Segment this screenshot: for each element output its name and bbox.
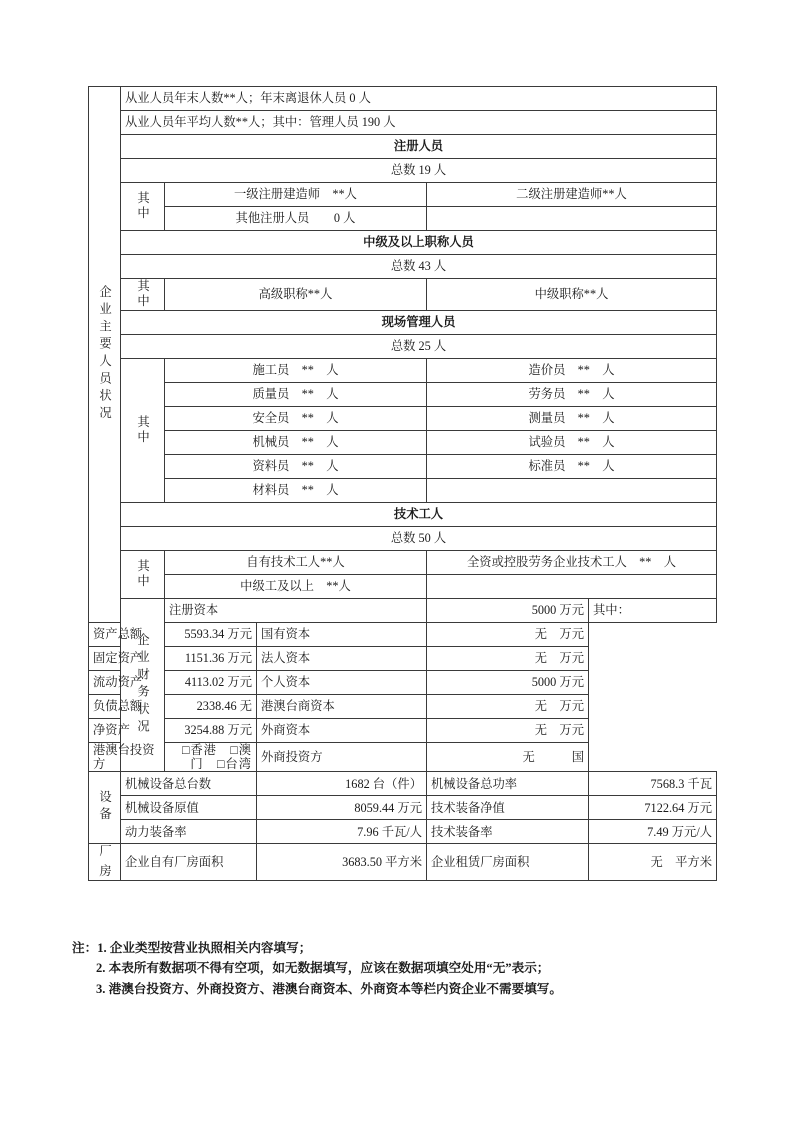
qizhong-label-tech-workers: 其中 — [121, 551, 165, 599]
table-row — [89, 647, 717, 671]
table-row — [89, 383, 717, 407]
section-label-plant: 厂房 — [89, 844, 121, 881]
note-line-1 — [72, 938, 752, 958]
finance-right-label: 外商投资方 — [257, 743, 427, 772]
table-row — [89, 135, 717, 159]
equipment-label: 动力装备率 — [121, 820, 257, 844]
row-year-average-headcount: 从业人员年平均人数**人；其中：管理人员 190 人 — [121, 111, 717, 135]
site-management-item-right: 标准员 ** 人 — [427, 455, 717, 479]
table-row — [89, 820, 717, 844]
table-row — [89, 479, 717, 503]
table-row — [89, 599, 717, 623]
table-row — [89, 623, 717, 647]
table-row — [89, 359, 717, 383]
titles-total: 总数 43 人 — [121, 255, 717, 279]
equipment-right-value: 7568.3 千瓦 — [589, 772, 717, 796]
finance-right-value: 5000 万元 — [427, 671, 589, 695]
table-row — [89, 231, 717, 255]
table-row — [89, 255, 717, 279]
table-row — [89, 455, 717, 479]
finance-value: 3254.88 万元 — [165, 719, 257, 743]
table-row — [89, 183, 717, 207]
subsection-title-tech-workers: 技术工人 — [121, 503, 717, 527]
finance-right-value: 无 万元 — [427, 623, 589, 647]
site-management-item-right — [427, 479, 717, 503]
registered-item-right — [427, 207, 717, 231]
plant-right-label: 企业租赁厂房面积 — [427, 844, 589, 881]
finance-right-value: 无 万元 — [427, 695, 589, 719]
equipment-label: 机械设备总台数 — [121, 772, 257, 796]
site-management-item-left: 安全员 ** 人 — [165, 407, 427, 431]
form-notes — [72, 938, 752, 999]
equipment-right-label: 技术装备率 — [427, 820, 589, 844]
tech-workers-total: 总数 50 人 — [121, 527, 717, 551]
equipment-value: 7.96 千瓦/人 — [257, 820, 427, 844]
hmt-investor-checkboxes[interactable]: □香港 □澳门 □台湾 — [165, 743, 257, 772]
equipment-right-value: 7122.64 万元 — [589, 796, 717, 820]
equipment-right-label: 技术装备净值 — [427, 796, 589, 820]
finance-label: 净资产 — [89, 719, 165, 743]
finance-value: 4113.02 万元 — [165, 671, 257, 695]
table-row — [89, 844, 717, 881]
table-row — [89, 695, 717, 719]
table-row — [89, 159, 717, 183]
site-management-item-left: 材料员 ** 人 — [165, 479, 427, 503]
site-management-total: 总数 25 人 — [121, 335, 717, 359]
table-row — [89, 279, 717, 311]
finance-right-label: 港澳台商资本 — [257, 695, 427, 719]
registered-item-right: 二级注册建造师**人 — [427, 183, 717, 207]
site-management-item-left: 机械员 ** 人 — [165, 431, 427, 455]
enterprise-info-table — [88, 86, 717, 885]
notes-prefix: 注： — [72, 941, 98, 955]
finance-right-label: 国有资本 — [257, 623, 427, 647]
tech-workers-item-right: 全资或控股劳务企业技术工人 ** 人 — [427, 551, 717, 575]
plant-label: 企业自有厂房面积 — [121, 844, 257, 881]
table-row — [89, 551, 717, 575]
equipment-label: 机械设备原值 — [121, 796, 257, 820]
table-row — [89, 503, 717, 527]
section-label-personnel: 企业主要人员状况 — [89, 87, 121, 623]
note-line-2: 2. 本表所有数据项不得有空项，如无数据填写，应该在数据项填空处用“无”表示； — [96, 961, 550, 976]
equipment-value: 8059.44 万元 — [257, 796, 427, 820]
section-label-equipment: 设备 — [89, 772, 121, 844]
finance-right-label: 法人资本 — [257, 647, 427, 671]
subsection-title-site-management: 现场管理人员 — [121, 311, 717, 335]
section-label-finance: 企业财务状况 — [121, 599, 165, 772]
titles-item-left: 高级职称**人 — [165, 279, 427, 311]
finance-value: 2338.46 无 — [165, 695, 257, 719]
qizhong-label-titles: 其中 — [121, 279, 165, 311]
site-management-item-right: 造价员 ** 人 — [427, 359, 717, 383]
site-management-item-left: 质量员 ** 人 — [165, 383, 427, 407]
finance-right-value: 无 万元 — [427, 719, 589, 743]
row-year-end-headcount: 从业人员年末人数**人；年末离退休人员 0 人 — [121, 87, 717, 111]
table-row — [89, 796, 717, 820]
plant-value: 3683.50 平方米 — [257, 844, 427, 881]
table-row — [89, 719, 717, 743]
table-row — [89, 575, 717, 599]
tech-workers-item-left: 自有技术工人**人 — [165, 551, 427, 575]
qizhong-label-registered: 其中 — [121, 183, 165, 231]
finance-label: 负债总额 — [89, 695, 165, 719]
tech-workers-item-left: 中级工及以上 **人 — [165, 575, 427, 599]
table-row — [89, 671, 717, 695]
finance-value: 1151.36 万元 — [165, 647, 257, 671]
finance-label: 注册资本 — [165, 599, 427, 623]
finance-value: 5000 万元 — [427, 599, 589, 623]
plant-right-value: 无 平方米 — [589, 844, 717, 881]
titles-item-right: 中级职称**人 — [427, 279, 717, 311]
registered-item-left: 一级注册建造师 **人 — [165, 183, 427, 207]
table-row — [89, 431, 717, 455]
site-management-item-left: 资料员 ** 人 — [165, 455, 427, 479]
equipment-right-value: 7.49 万元/人 — [589, 820, 717, 844]
site-management-item-left: 施工员 ** 人 — [165, 359, 427, 383]
table-row — [89, 335, 717, 359]
finance-right-label: 个人资本 — [257, 671, 427, 695]
table-row — [89, 743, 717, 772]
table-row — [89, 407, 717, 431]
note-line-3: 3. 港澳台投资方、外商投资方、港澳台商资本、外商资本等栏内资企业不需要填写。 — [96, 981, 562, 996]
finance-right-label: 其中： — [589, 599, 717, 623]
equipment-right-label: 机械设备总功率 — [427, 772, 589, 796]
registered-item-left: 其他注册人员 0 人 — [165, 207, 427, 231]
table-row — [89, 311, 717, 335]
finance-label: 固定资产 — [89, 647, 165, 671]
registered-total: 总数 19 人 — [121, 159, 717, 183]
subsection-title-titles: 中级及以上职称人员 — [121, 231, 717, 255]
finance-right-value: 无 万元 — [427, 647, 589, 671]
finance-label: 资产总额 — [89, 623, 165, 647]
finance-label: 港澳台投资方 — [89, 743, 165, 772]
table-row — [89, 527, 717, 551]
qizhong-label-site-management: 其中 — [121, 359, 165, 503]
table-row — [89, 111, 717, 135]
finance-value: 5593.34 万元 — [165, 623, 257, 647]
note-text-1: 1. 企业类型按营业执照相关内容填写； — [97, 941, 312, 955]
table-row — [89, 772, 717, 796]
table-row — [89, 207, 717, 231]
finance-right-value: 无 国 — [427, 743, 589, 772]
table-row — [89, 87, 717, 111]
finance-label: 流动资产 — [89, 671, 165, 695]
tech-workers-item-right — [427, 575, 717, 599]
site-management-item-right: 试验员 ** 人 — [427, 431, 717, 455]
subsection-title-registered: 注册人员 — [121, 135, 717, 159]
equipment-value: 1682 台（件） — [257, 772, 427, 796]
site-management-item-right: 劳务员 ** 人 — [427, 383, 717, 407]
finance-right-label: 外商资本 — [257, 719, 427, 743]
site-management-item-right: 测量员 ** 人 — [427, 407, 717, 431]
